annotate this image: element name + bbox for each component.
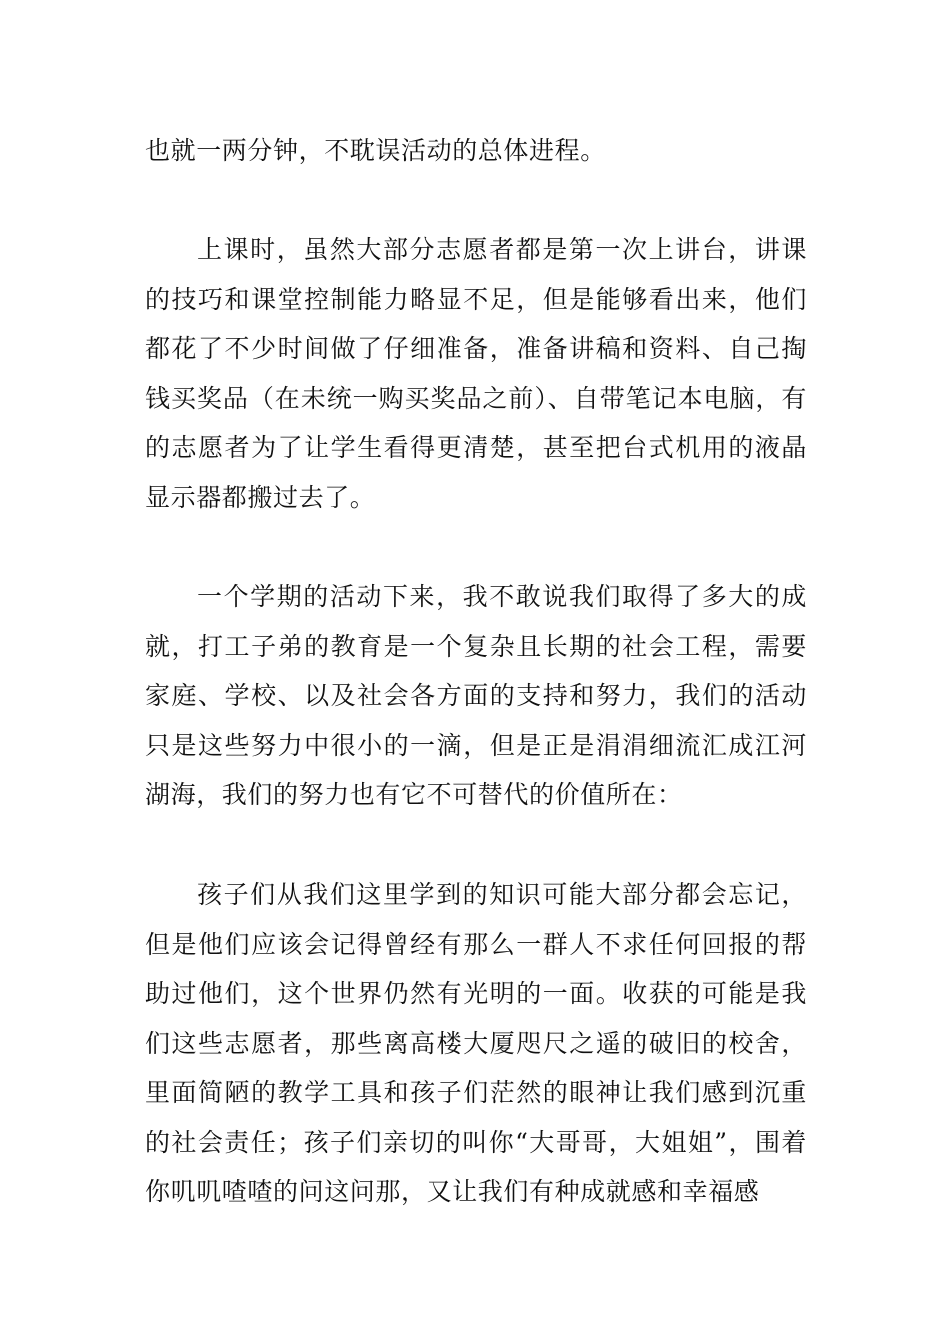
paragraph-semester-summary: 一个学期的活动下来，我不敢说我们取得了多大的成就，打工子弟的教育是一个复杂且长期的社会工程，需要家庭、学校、以及社会各方面的支持和努力，我们的活动只是这些努力中很小的一滴，但是正是涓涓细流汇成江河湖海，我们的努力也有它不可替代的价值所在： bbox=[145, 582, 807, 809]
paragraph-children-reflection: 孩子们从我们这里学到的知识可能大部分都会忘记，但是他们应该会记得曾经有那么一群人不求任何回报的帮助过他们，这个世界仍然有光明的一面。收获的可能是我们这些志愿者，那些离高楼大厦咫尺之遥的破旧的校舍，里面简陋的教学工具和孩子们茫然的眼神让我们感到沉重的社会责任；孩子们亲切的叫你“大哥哥，大姐姐”，围着你叽叽喳喳的问这问那，又让我们有种成就感和幸福感 bbox=[145, 880, 807, 1206]
paragraph-volunteer-teaching: 上课时，虽然大部分志愿者都是第一次上讲台，讲课的技巧和课堂控制能力略显不足，但是能够看出来，他们都花了不少时间做了仔细准备，准备讲稿和资料、自己掏钱买奖品（在未统一购买奖品之前）、自带笔记本电脑，有的志愿者为了让学生看得更清楚，甚至把台式机用的液晶显示器都搬过去了。 bbox=[145, 235, 807, 512]
paragraph-continuation: 也就一两分钟，不耽误活动的总体进程。 bbox=[145, 136, 606, 165]
